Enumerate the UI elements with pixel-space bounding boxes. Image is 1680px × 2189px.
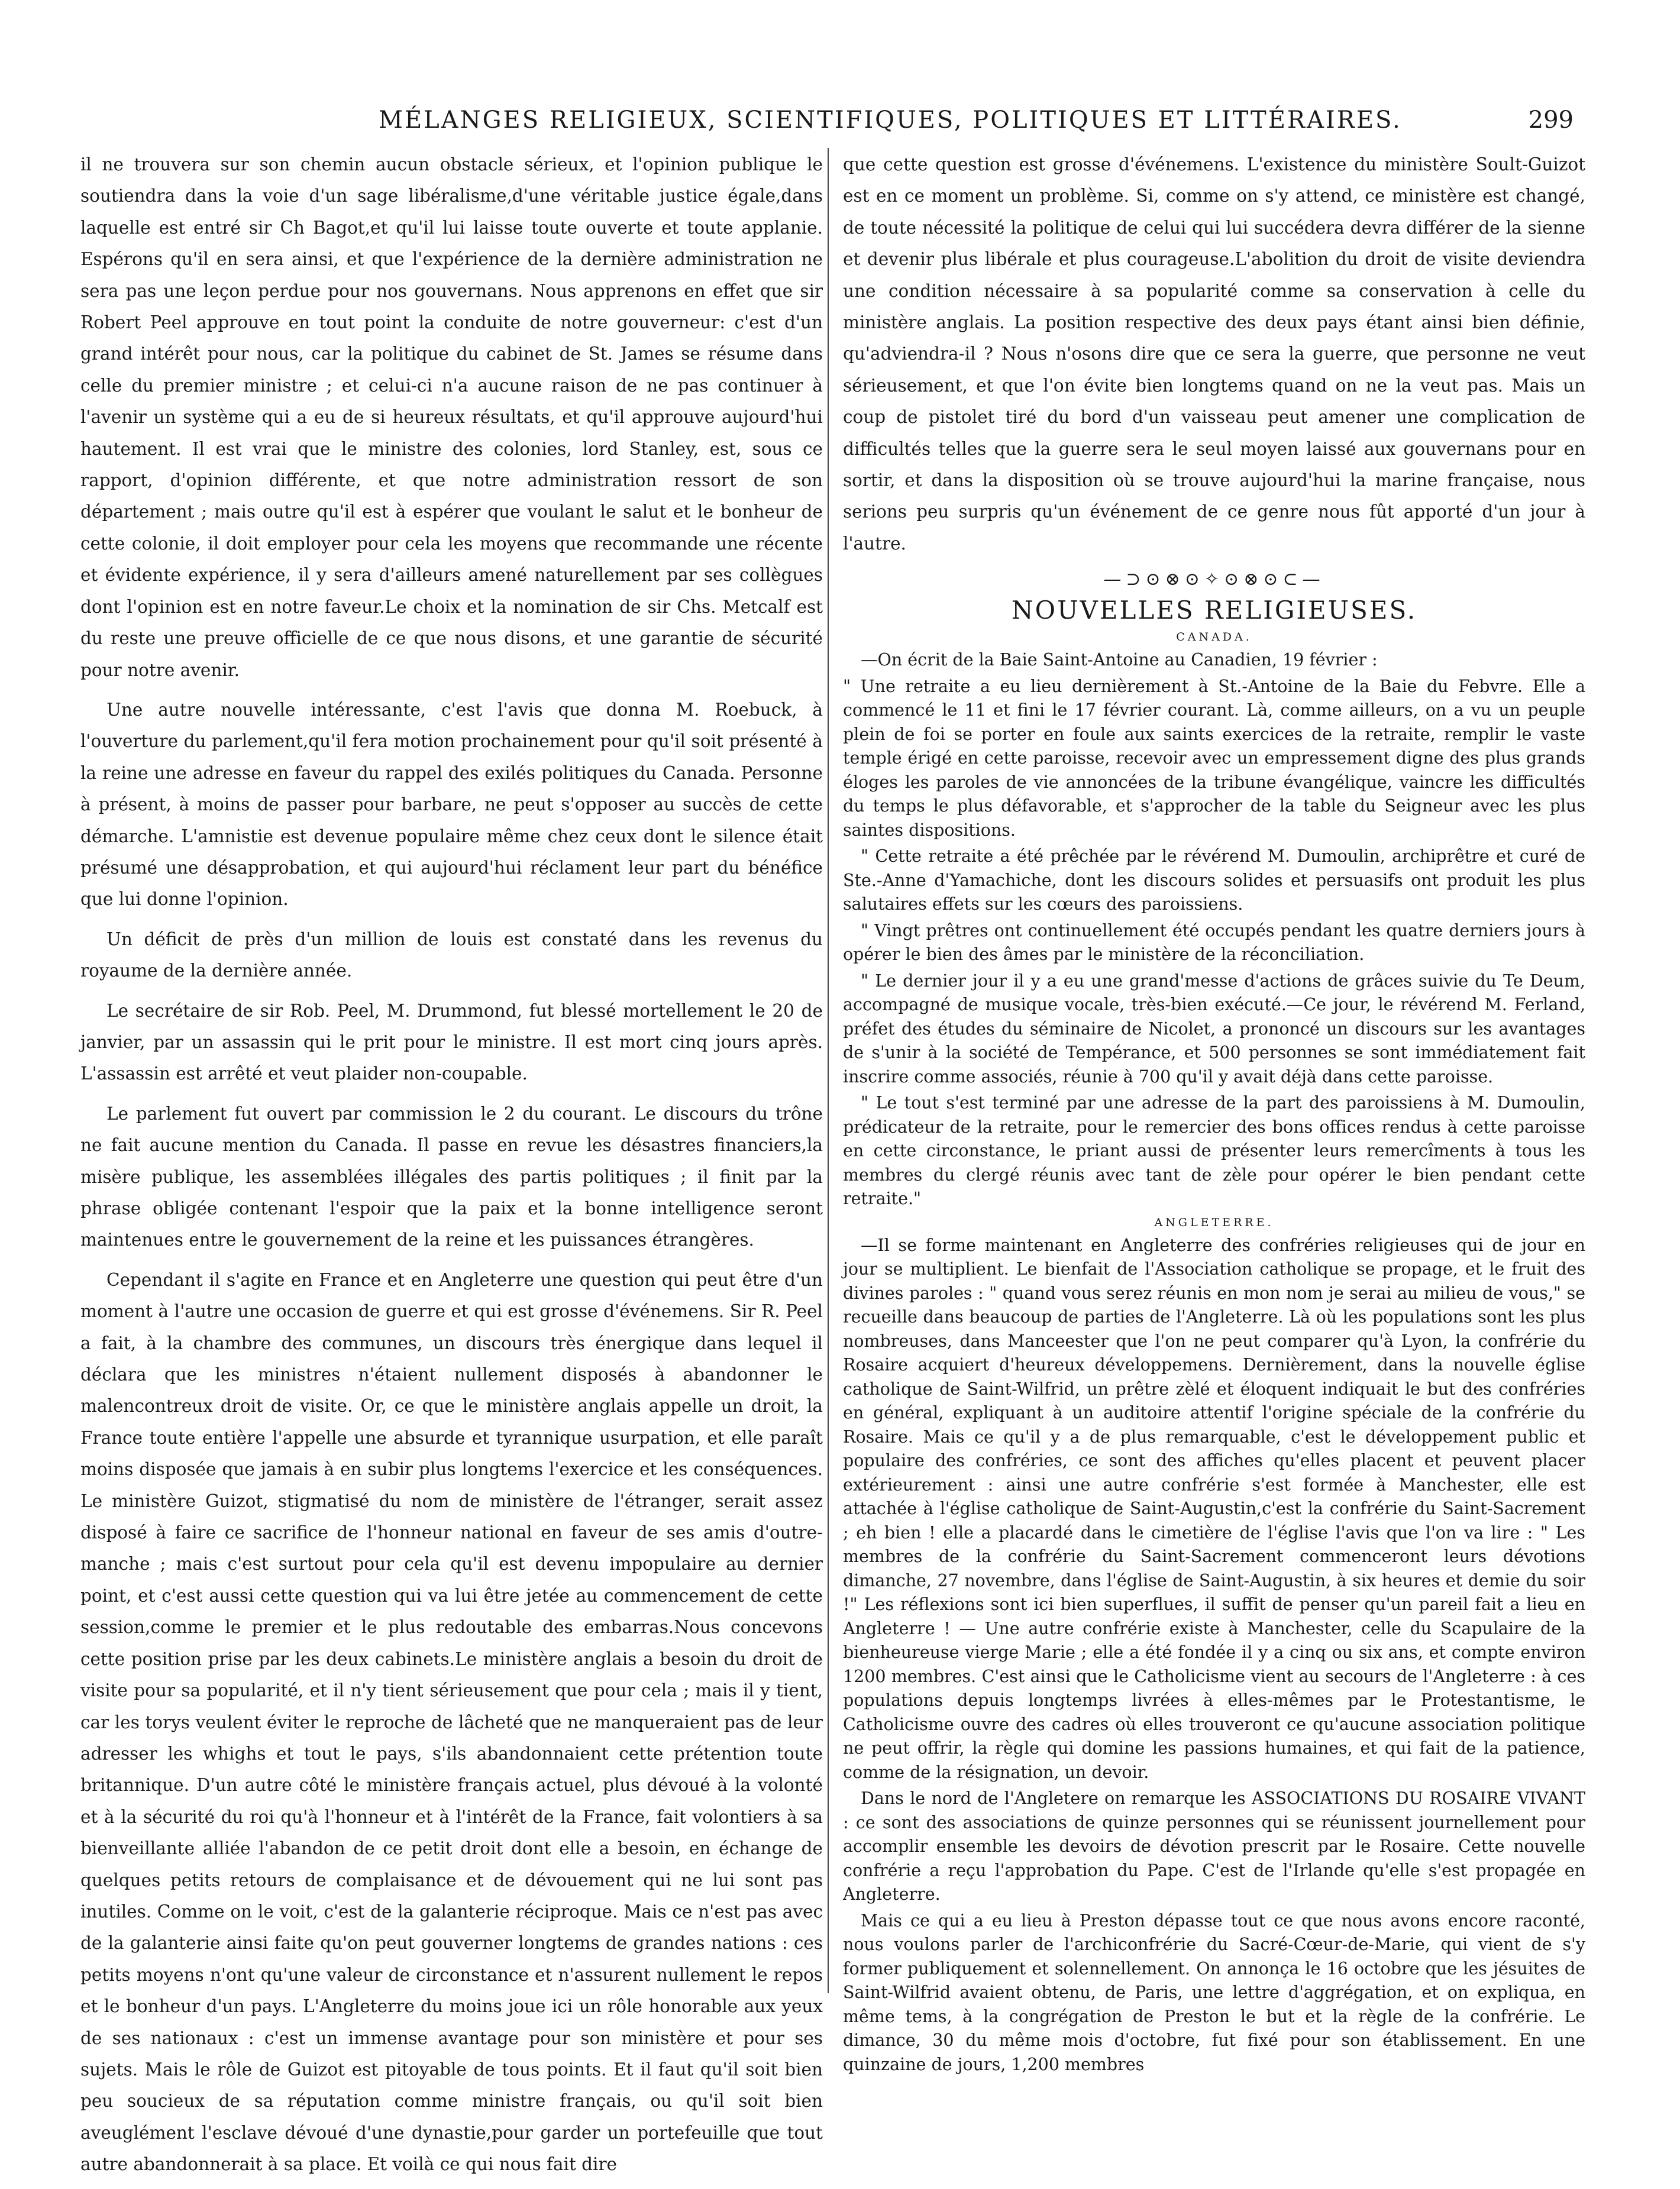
news-paragraph: " Vingt prêtres ont continuellement été occupés pendant les quatre derniers jours à opérer le bien des âmes par le ministère de la réconciliation. [843,920,1585,965]
left-paragraph: Cependant il s'agite en France et en Angleterre une question qui peut être d'un moment à l'autre une occasion de guerre et qui est grosse d'événemens. Sir R. Peel a fait, à la chambre des communes, un discours très énergique dans lequel il déclara que les ministres n'étaient nullement disposés à abandonner le malencontreux droit de visite. Or, ce que le ministère anglais appelle un droit, la France toute entière l'appelle une absurde et tyrannique usurpation, et elle paraît moins disposée que jamais à en subir plus longtems l'exercice et les conséquences. Le ministère Guizot, stigmatisé du nom de ministère de l'étranger, serait assez disposé à faire ce sacrifice de l'honneur national en faveur de ses amis d'outre-manche ; mais c'est surtout pour cela qu'il est devenu impopulaire au dernier point, et c'est aussi cette question qui va lui être jetée au commencement de cette session,comme le premier et le plus redoutable des embarras.Nous concevons cette position prise par les deux cabinets.Le ministère anglais a besoin du droit de visite pour sa popularité, et il n'y tient sérieusement que pour cela ; mais il y tient, car les torys veulent éviter le reproche de lâcheté que ne manqueraient pas de leur adresser les whighs et tout le pays, s'ils abandonnaient cette prétention toute britannique. D'un autre côté le ministère français actuel, plus dévoué à la volonté et à la sécurité du roi qu'à l'honneur et à l'intérêt de la France, fait volontiers à sa bienveillante alliée l'abandon de ce petit droit dont elle a besoin, en échange de quelques petits retours de complaisance et de dévouement qui ne lui sont pas inutiles. Comme on le voit, c'est de la galanterie réciproque. Mais ce n'est pas avec de la galanterie ainsi faite qu'on peut gouverner longtems de grandes nations : ces petits moyens n'ont qu'une valeur de circonstance et n'assurent nullement le repos et le bonheur d'un pays. L'Angleterre du moins joue ici un rôle honorable aux yeux de ses nationaux : c'est un immense avantage pour son ministère et pour ses sujets. Mais le rôle de Guizot est pitoyable de tous points. Et il faut qu'il soit bien peu soucieux de sa réputation comme ministre français, ou qu'il soit bien aveuglément l'esclave dévoué d'une dynastie,pour garder un portefeuille que tout autre abandonnerait à sa place. Et voilà ce qui nous fait dire [80,1269,823,2175]
right-column [843,149,1585,2079]
continuation-paragraph: que cette question est grosse d'événemens. L'existence du ministère Soult-Guizot est en ce moment un problème. Si, comme on s'y attend, ce ministère est changé, de toute nécessité la politique de celui qui lui succédera devra différer de la sienne et devenir plus libérale et plus courageuse.L'abolition du droit de visite deviendra une condition nécessaire à sa popularité comme sa conservation à celle du ministère anglais. La position respective des deux pays étant ainsi bien définie, qu'adviendra-il ? Nous n'osons dire que ce sera la guerre, que personne ne veut sérieusement, et que l'on évite bien longtems quand on ne la veut pas. Mais un coup de pistolet tiré du bord d'un vaisseau peut amener une complication de difficultés telles que la guerre sera le seul moyen laissé aux gouvernans pour en sortir, et dans la disposition où se trouve aujourd'hui la marine française, nous serions peu surpris qu'un événement de ce genre nous fût apporté d'un jour à l'autre. [843,154,1585,554]
news-paragraph: Dans le nord de l'Angletere on remarque les ASSOCIATIONS DU ROSAIRE VIVANT : ce sont des associations de quinze personnes qui se réunissent journellement pour accomplir ensemble les devoirs de dévotion prescrit par le Rosaire. Cette nouvelle confrérie a reçu l'approbation du Pape. C'est de l'Irlande qu'elle s'est propagée en Angleterre. [843,1789,1585,1905]
left-paragraph: Le secrétaire de sir Rob. Peel, M. Drummond, fut blessé mortellement le 20 de janvier, par un assassin qui le prit pour le ministre. Il est mort cinq jours après. L'assassin est arrêté et veut plaider non-coupable. [80,1000,823,1084]
left-column [80,149,823,2189]
left-paragraph: il ne trouvera sur son chemin aucun obstacle sérieux, et l'opinion publique le soutiendra dans la voie d'un sage libéralisme,d'une véritable justice égale,dans laquelle est entré sir Ch Bagot,et qu'il lui laisse toute ouverte et toute applanie. Espérons qu'il en sera ainsi, et que l'expérience de la dernière administration ne sera pas une leçon perdue pour nos gouvernans. Nous apprenons en effet que sir Robert Peel approuve en tout point la conduite de notre gouverneur: c'est d'un grand intérêt pour nous, car la politique du cabinet de St. James se résume dans celle du premier ministre ; et celui-ci n'a aucune raison de ne pas continuer à l'avenir un système qui a eu de si heureux résultats, et qu'il approuve aujourd'hui hautement. Il est vrai que le ministre des colonies, lord Stanley, est, sous ce rapport, d'opinion différente, et que notre administration ressort de son département ; mais outre qu'il est à espérer que voulant le salut et le bonheur de cette colonie, il doit employer pour cela les moyens que recommande une récente et évidente expérience, il y sera d'ailleurs amené naturellement par ses collègues dont l'opinion est en notre faveur.Le choix et la nomination de sir Chs. Metcalf est du reste une preuve officielle de ce que nous disons, et une garantie de sécurité pour notre avenir. [80,154,823,680]
news-paragraph: " Le tout s'est terminé par une adresse de la part des paroissiens à M. Dumoulin, prédicateur de la retraite, pour le remercier des bons offices rendus à cette paroisse en cette circonstance, le priant aussi de présenter leurs remercîments à tous les membres du clergé réunis avec tant de zèle pour opérer le bien pendant cette retraite." [843,1093,1585,1209]
news-paragraph: Mais ce qui a eu lieu à Preston dépasse tout ce que nous avons encore raconté, nous voulons parler de l'archiconfrérie du Sacré-Cœur-de-Marie, qui vient de s'y former publiquement et solennellement. On annonça le 16 octobre que les jésuites de Saint-Wilfrid avaient obtenu, de Paris, une lettre d'aggrégation, et on expliqua, en même tems, à la congrégation de Preston le but et la règle de la confrérie. Le dimance, 30 du même mois d'octobre, fut fixé pour son établissement. En une quinzaine de jours, 1,200 membres [843,1910,1585,2074]
news-paragraph: " Cette retraite a été prêchée par le révérend M. Dumoulin, archiprêtre et curé de Ste.-Anne d'Yamachiche, dont les discours solides et persuasifs ont produit les plus salutaires effets sur les cœurs des paroissiens. [843,846,1585,914]
news-paragraph: " Le dernier jour il y a eu une grand'messe d'actions de grâces suivie du Te Deum, accompagné de musique vocale, très-bien exécuté.—Ce jour, le révérend M. Ferland, préfet des études du séminaire de Nicolet, a prononcé un discours sur les avantages de s'unir à la société de Tempérance, et 500 personnes se sont immédiatement fait inscrire comme associés, réunie à 700 qu'il y avait déjà dans cette paroisse. [843,971,1585,1087]
canada-news [843,648,1585,1211]
angleterre-heading: ANGLETERRE. [1154,1215,1274,1229]
column-divider [828,148,829,1993]
page-number: 299 [1528,106,1574,134]
angleterre-news [843,1234,1585,2077]
left-paragraph: Une autre nouvelle intéressante, c'est l'avis que donna M. Roebuck, à l'ouverture du parlement,qu'il fera motion prochainement pour qu'il soit présenté à la reine une adresse en faveur du rappel des exilés politiques du Canada. Personne à présent, à moins de passer pour barbare, ne peut s'opposer au succès de cette démarche. L'amnistie est devenue populaire même chez ceux dont le silence était présumé une désapprobation, et qui aujourd'hui réclament leur part du bénéfice que lui donne l'opinion. [80,699,823,910]
running-title: MÉLANGES RELIGIEUX, SCIENTIFIQUES, POLITIQUES ET LITTÉRAIRES. [379,106,1402,134]
left-paragraph: Le parlement fut ouvert par commission le 2 du courant. Le discours du trône ne fait aucune mention du Canada. Il passe en revue les désastres financiers,la misère publique, les assemblées illégales des partis politiques ; il finit par la phrase obligée contenant l'espoir que la paix et la bonne intelligence seront maintenues entre le gouvernement de la reine et les puissances étrangères. [80,1103,823,1250]
canada-heading: CANADA. [1176,630,1252,644]
news-paragraph: —On écrit de la Baie Saint-Antoine au Canadien, 19 février : [861,650,1378,670]
news-paragraph: " Une retraite a eu lieu dernièrement à St.-Antoine de la Baie du Febvre. Elle a commencé le 11 et fini le 17 février courant. Là, comme ailleurs, on a vu un peuple plein de foi se porter en foule aux saints exercices de la retraite, remplir le vaste temple érigé en cette paroisse, recevoir avec un empressement digne des plus grands éloges les paroles de vie annoncées de la tribune évangélique, vaincre les difficultés du temps le plus défavorable, et s'approcher de la table du Seigneur avec les plus saintes dispositions. [843,676,1585,840]
news-paragraph: —Il se forme maintenant en Angleterre des confréries religieuses qui de jour en jour se multiplient. Le bienfait de l'Association catholique se propage, et le fruit des divines paroles : " quand vous serez réunis en mon nom je serai au milieu de vous," se recueille dans beaucoup de parties de l'Angleterre. Là où les populations sont les plus nombreuses, dans Manceester que l'on ne peut comparer qu'à Lyon, la confrérie du Rosaire acquiert d'heureux développemens. Dernièrement, dans la nouvelle église catholique de Saint-Wilfrid, un prêtre zèlé et éloquent indiquait le but des confréries en général, expliquant à un auditoire attentif l'origine spéciale de la confrérie du Rosaire. Mais ce qu'il y a de plus remarquable, c'est le développement public et populaire des confréries, ce sont des affiches qu'elles placent et peuvent placer extérieurement : ainsi une autre confrérie s'est formée à Manchester, elle est attachée à l'église catholique de Saint-Augustin,c'est la confrérie du Saint-Sacrement ; eh bien ! elle a placardé dans le cimetière de l'église l'avis que l'on va lire : " Les membres de la confrérie du Saint-Sacrement commenceront leurs dévotions dimanche, 27 novembre, dans l'église de Saint-Augustin, à six heures et demie du soir !" Les réflexions sont ici bien superflues, il suffit de penser qu'un pareil fait a lieu en Angleterre ! — Une autre confrérie existe à Manchester, celle du Scapulaire de la bienheureuse vierge Marie ; elle a été fondée il y a cinq ou six ans, et compte environ 1200 membres. C'est ainsi que le Catholicisme vient au secours de l'Angleterre : à ces populations depuis longtemps livrées à elles-mêmes par le Protestantisme, le Catholicisme ouvre des cadres où elles trouveront ce qu'aucune association politique ne peut offrir, la règle qui domine les passions humaines, et qui fait de la patience, comme de la résignation, un devoir. [843,1235,1585,1782]
running-head [0,106,1680,142]
section-title: NOUVELLES RELIGIEUSES. [1011,596,1417,625]
left-paragraph: Un déficit de près d'un million de louis est constaté dans les revenus du royaume de la dernière année. [80,929,823,981]
ornament-divider: —⊃⊙⊗⊙✧⊙⊗⊙⊂— [1103,569,1325,590]
